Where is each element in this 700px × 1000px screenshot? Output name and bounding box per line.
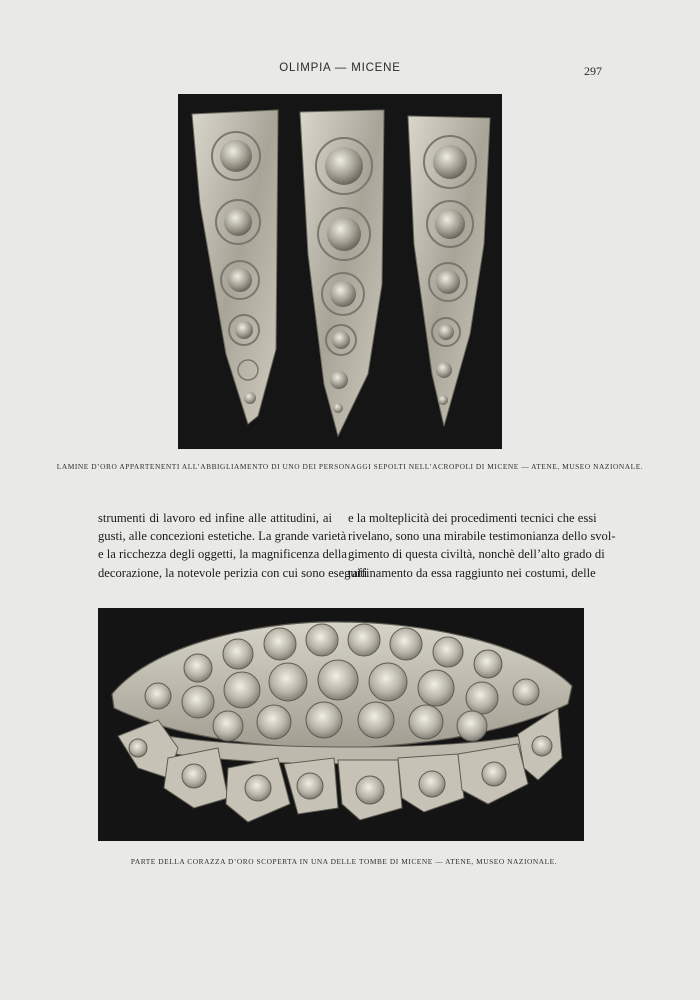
photo-gold-lamine [178,94,502,449]
text-line: e la ricchezza degli oggetti, la magnificenza della [98,547,347,562]
text-line: strumenti di lavoro ed infine alle attitudini, ai [98,511,332,525]
caption-gold-lamine: LAMINE D’ORO APPARTENENTI ALL’ABBIGLIAMENTO DI UNO DEI PERSONAGGI SEPOLTI NELL’ACROPOLI DI MICENE — ATENE, MUSEO NAZIONALE. [56,462,644,471]
text-column-right [348,509,616,582]
caption-gold-breastplate: PARTE DELLA CORAZZA D’ORO SCOPERTA IN UNA DELLE TOMBE DI MICENE — ATENE, MUSEO NAZIONALE. [130,857,558,866]
text-line: raffinamento da essa raggiunto nei costumi, delle [348,565,596,580]
text-line: decorazione, la notevole perizia con cui sono eseguiti [98,565,368,580]
photo-gold-breastplate [98,608,584,841]
text-line: gusti, alle concezioni estetiche. La grande varietà [98,529,347,544]
gold-lamine-illustration [178,94,502,449]
text-line: e la molteplicità dei procedimenti tecnici che essi [348,511,597,525]
text-line: rivelano, sono una mirabile testimonianza dello svol- [348,529,616,544]
running-title: OLIMPIA — MICENE [279,62,401,74]
text-column-left [98,509,368,582]
page-number: 297 [584,64,602,78]
text-line: gimento di questa civiltà, nonchè dell’alto grado di [348,547,605,562]
gold-breastplate-illustration [98,608,584,841]
